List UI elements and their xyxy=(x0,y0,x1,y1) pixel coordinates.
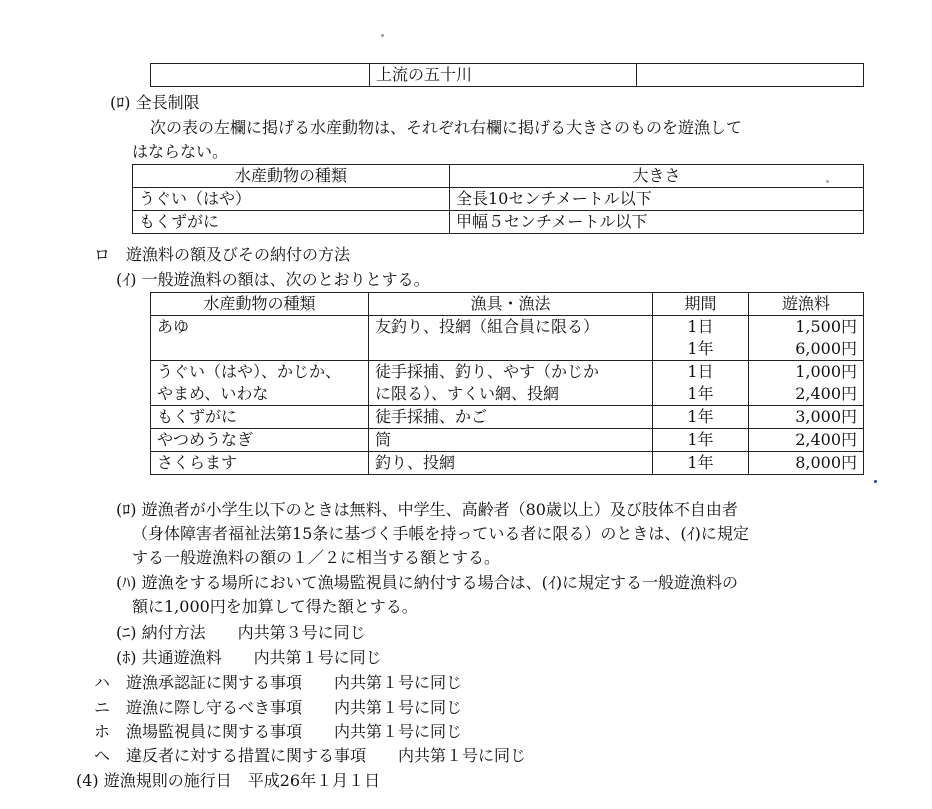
cell-line: 徒手採捕、釣り、やす（かじか xyxy=(375,362,600,381)
table-cell xyxy=(151,64,370,87)
gear-cell xyxy=(369,316,653,361)
section-ha: ハ 遊漁承認証に関する事項 内共第１号に同じ xyxy=(94,673,463,692)
cell-line: 1年 xyxy=(687,384,714,403)
column-header: 水産動物の種類 xyxy=(151,293,369,316)
gear-cell: 釣り、投網 xyxy=(369,452,653,475)
column-header: 漁具・漁法 xyxy=(369,293,653,316)
table-cell: 上流の五十川 xyxy=(370,64,637,87)
table-header-row xyxy=(133,165,864,188)
para-ni: (ﾆ) 納付方法 内共第３号に同じ xyxy=(116,623,366,642)
table-row xyxy=(151,361,864,406)
column-header: 大きさ xyxy=(450,165,864,188)
length-limit-paragraph-line1: 次の表の左欄に掲げる水産動物は、それぞれ右欄に掲げる大きさのものを遊漁して xyxy=(150,118,743,137)
para-ho: (ﾎ) 共通遊漁料 内共第１号に同じ xyxy=(116,648,382,667)
para-ha-line1: (ﾊ) 遊漁をする場所において漁場監視員に納付する場合は、(ｲ)に規定する一般遊漁料の xyxy=(116,573,739,592)
cell-line: 1年 xyxy=(687,339,714,358)
gear-cell: 徒手採捕、かご xyxy=(369,406,653,429)
cell-line: 1,500円 xyxy=(795,317,857,336)
length-limit-paragraph-line2: はならない。 xyxy=(132,142,229,161)
period-cell xyxy=(653,361,749,406)
species-cell: やつめうなぎ xyxy=(151,429,369,452)
column-header: 遊漁料 xyxy=(749,293,864,316)
table-row xyxy=(133,188,864,211)
species-cell xyxy=(151,361,369,406)
species-cell xyxy=(151,316,369,361)
size-limit-table xyxy=(132,164,864,234)
cell-line: 2,400円 xyxy=(795,384,857,403)
table-row xyxy=(133,211,864,234)
period-cell: 1年 xyxy=(653,406,749,429)
para-ro-line1: (ﾛ) 遊漁者が小学生以下のときは無料、中学生、高齢者（80歳以上）及び肢体不自由者 xyxy=(116,500,738,519)
table-cell xyxy=(637,64,864,87)
table-row xyxy=(151,429,864,452)
cell-line: 友釣り、投網（組合員に限る） xyxy=(375,317,600,336)
fee-cell xyxy=(749,361,864,406)
cell-line: うぐい（はや）、かじか、 xyxy=(157,362,342,381)
cell-line: 1,000円 xyxy=(795,362,857,381)
table-header-row xyxy=(151,293,864,316)
scan-speck xyxy=(874,480,877,483)
table-cell: もくずがに xyxy=(133,211,450,234)
gear-cell xyxy=(369,361,653,406)
section-ni: ニ 遊漁に際し守るべき事項 内共第１号に同じ xyxy=(94,698,463,717)
period-cell xyxy=(653,316,749,361)
table-row xyxy=(151,406,864,429)
table-cell: 甲幅５センチメートル以下 xyxy=(450,211,864,234)
cell-line: 1日 xyxy=(687,362,714,381)
para-ro-line2: （身体障害者福祉法第15条に基づく手帳を持っている者に限る）のときは、(ｲ)に規定 xyxy=(132,524,749,543)
fee-cell: 3,000円 xyxy=(749,406,864,429)
table-cell: 全長10センチメートル以下 xyxy=(450,188,864,211)
gear-cell: 筒 xyxy=(369,429,653,452)
column-header: 水産動物の種類 xyxy=(133,165,450,188)
cell-line: やまめ、いわな xyxy=(157,384,269,403)
fee-cell: 8,000円 xyxy=(749,452,864,475)
table-cell: うぐい（はや） xyxy=(133,188,450,211)
section-ho: ホ 漁場監視員に関する事項 内共第１号に同じ xyxy=(94,722,463,741)
section-ro-heading: ロ 遊漁料の額及びその納付の方法 xyxy=(94,245,351,264)
scan-speck xyxy=(826,180,829,183)
period-cell: 1年 xyxy=(653,429,749,452)
river-table-fragment xyxy=(150,63,864,87)
table-row xyxy=(151,64,864,87)
scan-speck xyxy=(381,34,384,37)
cell-line: に限る）、すくい網、投網 xyxy=(375,384,560,403)
cell-line: あゆ xyxy=(157,317,190,336)
para-ro-line3: する一般遊漁料の額の１／２に相当する額とする。 xyxy=(132,548,501,567)
fee-heading: (ｲ) 一般遊漁料の額は、次のとおりとする。 xyxy=(116,270,430,289)
section-he: ヘ 違反者に対する措置に関する事項 内共第１号に同じ xyxy=(94,746,527,765)
table-row xyxy=(151,316,864,361)
fishing-fee-table xyxy=(150,292,864,475)
item-4-effective-date: (4) 遊漁規則の施行日 平成26年１月１日 xyxy=(76,771,381,790)
length-limit-heading: (ﾛ) 全長制限 xyxy=(110,93,200,112)
para-ha-line2: 額に1,000円を加算して得た額とする。 xyxy=(132,597,418,616)
cell-line: 1日 xyxy=(687,317,714,336)
species-cell: さくらます xyxy=(151,452,369,475)
column-header: 期間 xyxy=(653,293,749,316)
period-cell: 1年 xyxy=(653,452,749,475)
species-cell: もくずがに xyxy=(151,406,369,429)
table-row xyxy=(151,452,864,475)
cell-line: 6,000円 xyxy=(795,339,857,358)
fee-cell: 2,400円 xyxy=(749,429,864,452)
fee-cell xyxy=(749,316,864,361)
